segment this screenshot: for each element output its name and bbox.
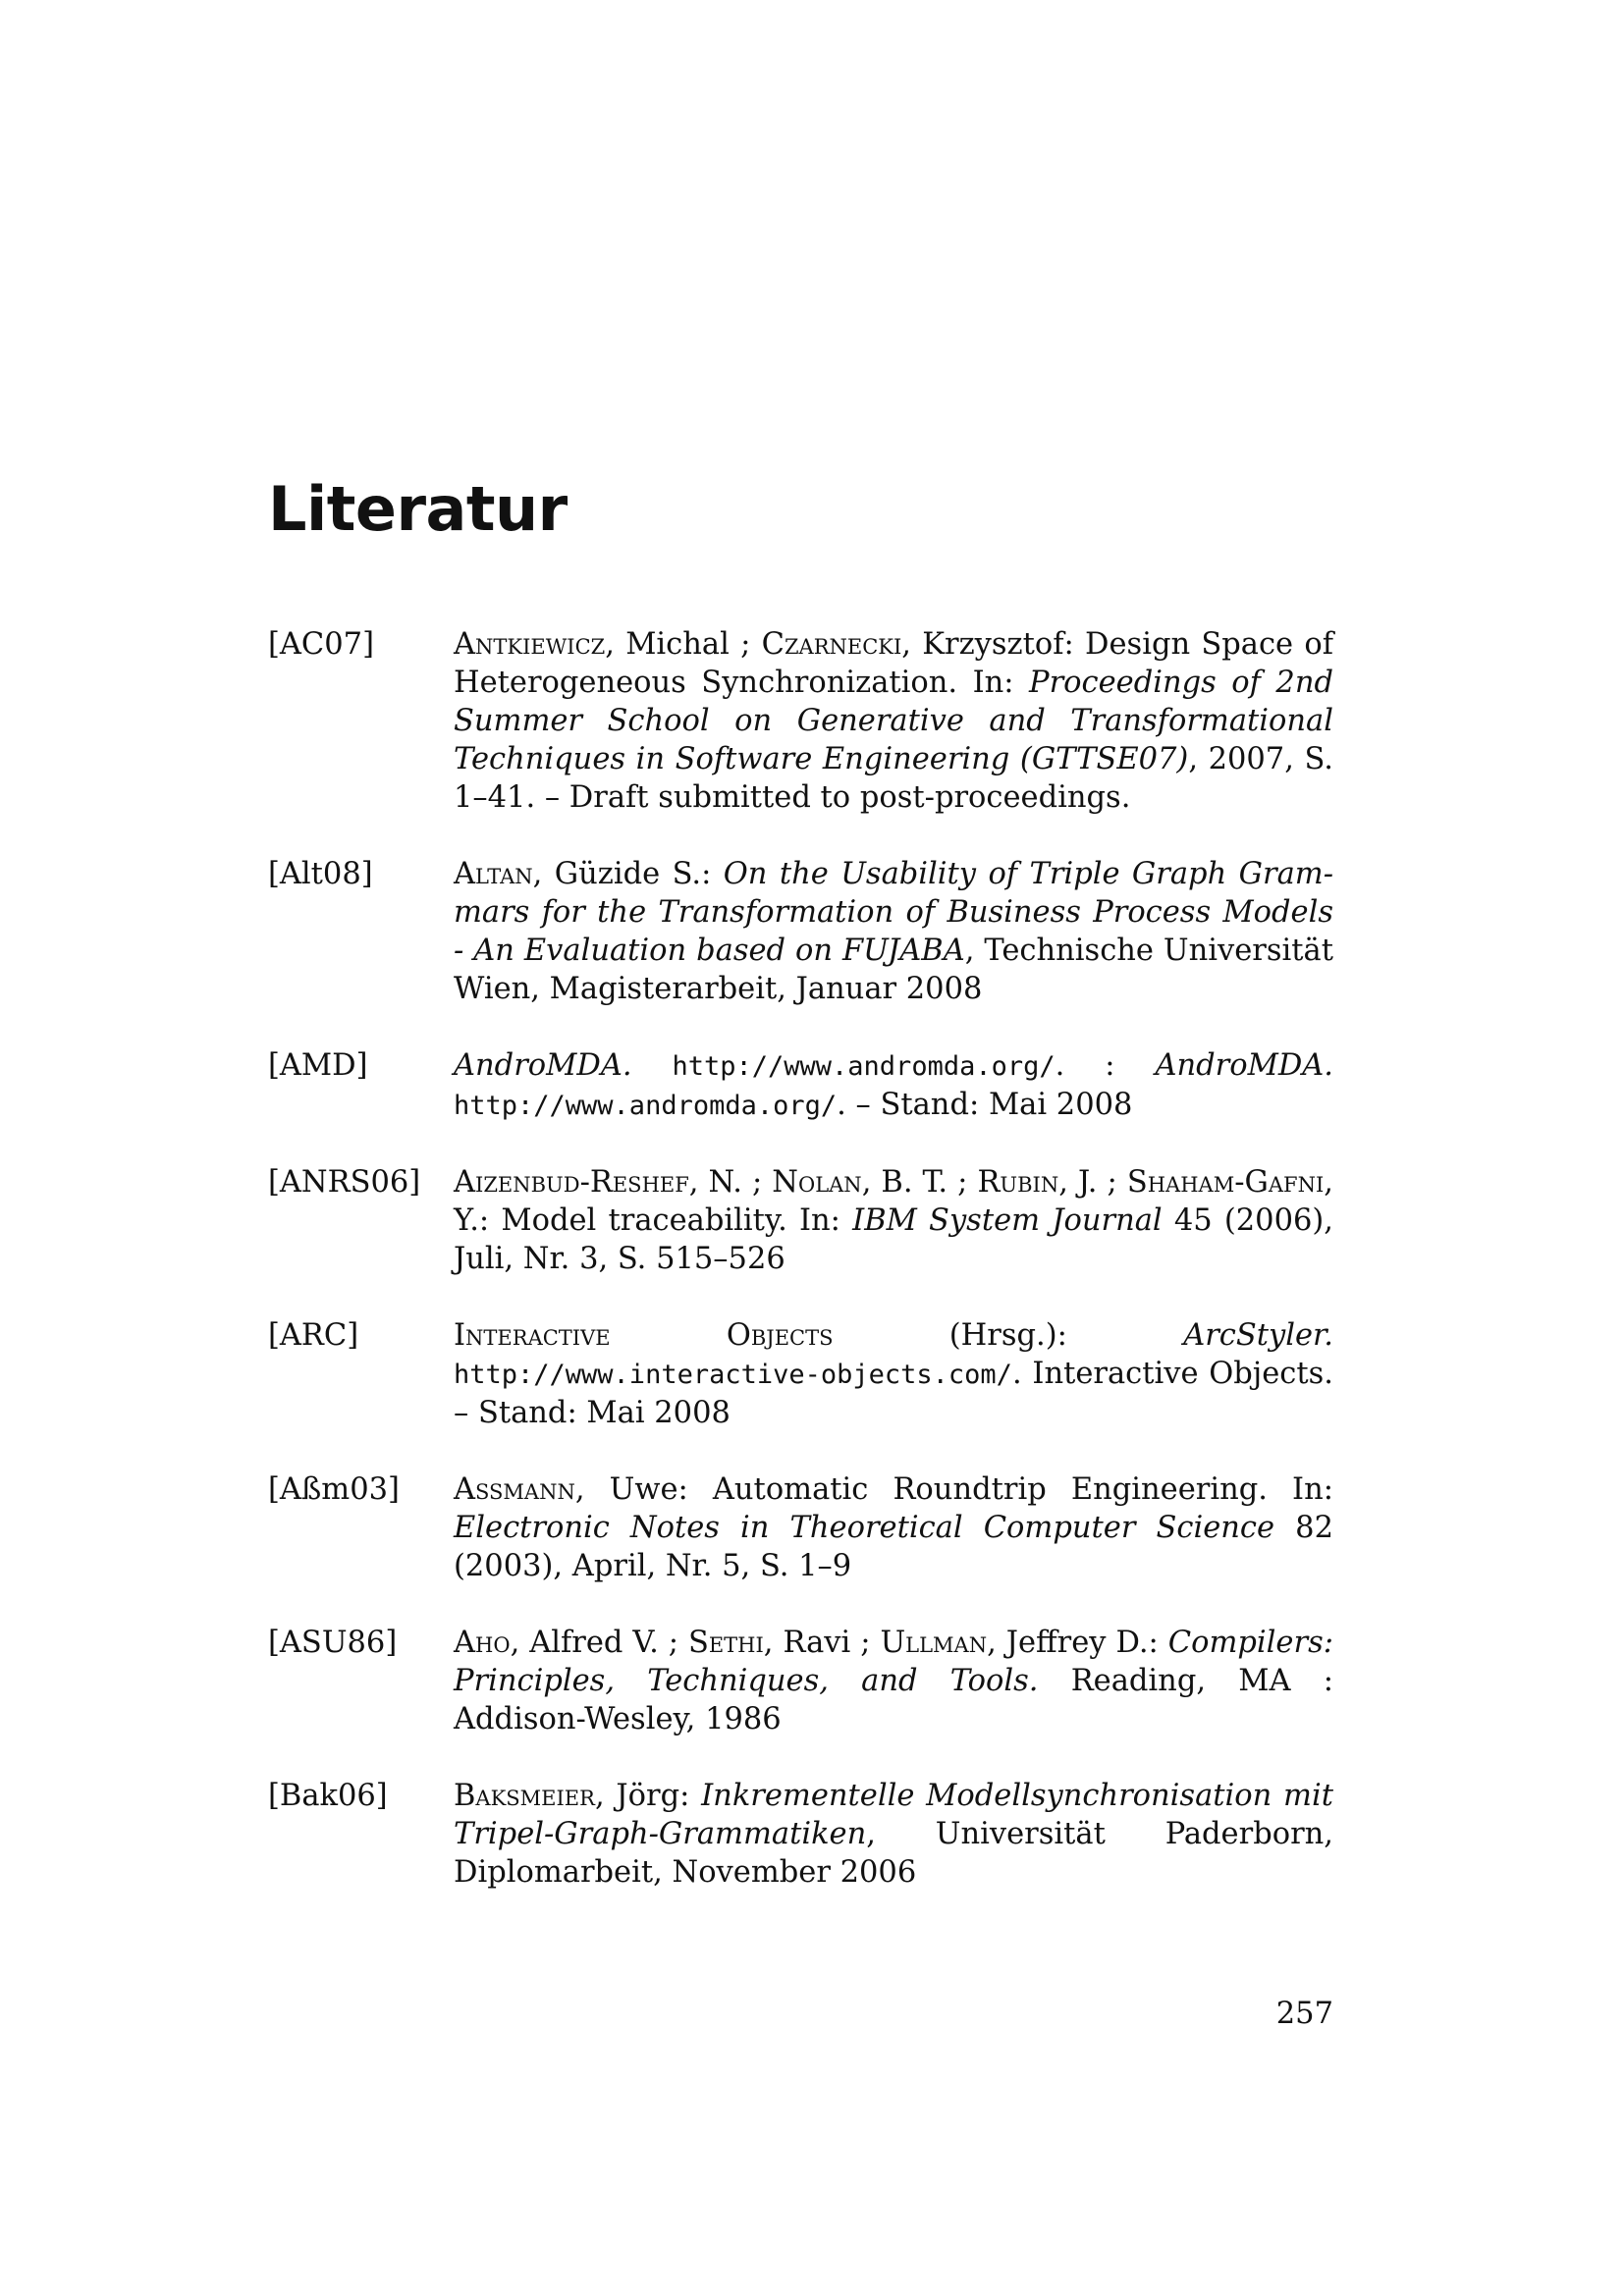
venue: Electronic Notes in Theoretical Computer Science [454, 1511, 1275, 1545]
venue: IBM System Journal [852, 1203, 1163, 1238]
author: Assmann [454, 1472, 575, 1507]
author-rest: , Krzysztof: [901, 627, 1086, 662]
title: Automatic Roundtrip Engineering. In: [712, 1472, 1333, 1507]
author-rest: , B. T. ; [861, 1165, 978, 1200]
author: Sethi [687, 1626, 764, 1660]
publication-details: , Universität Paderborn, Diplomarbeit, November 2006 [454, 1817, 1333, 1890]
author: Rubin [977, 1165, 1059, 1200]
page-title: Literatur [268, 473, 568, 545]
citation-key: [ARC] [268, 1318, 359, 1353]
title: Compilers: Principles, Techniques, and Tools. [454, 1626, 1333, 1698]
author: Aho [454, 1626, 511, 1660]
separator: . : [1055, 1048, 1156, 1083]
citation-text [454, 1163, 1333, 1278]
citation-key: [ASU86] [268, 1626, 398, 1660]
citation-text [454, 1316, 1333, 1432]
author: Nolan [772, 1165, 862, 1200]
publication-details: 45 (2006), Juli, Nr. 3, S. 515–526 [454, 1203, 1333, 1276]
title: On the Usability of Triple Graph Grammars for the Transformation of Business Process Models - An Evaluation based on FUJABA [454, 857, 1333, 968]
citation-text [454, 625, 1333, 817]
citation-text [454, 1470, 1333, 1585]
author-rest: , Uwe: [574, 1472, 713, 1507]
bib-entry-assm03 [268, 1470, 1333, 1585]
bib-entry-bak06 [268, 1777, 1333, 1892]
author-rest: (Hrsg.): [833, 1318, 1184, 1353]
citation-text [454, 1624, 1333, 1738]
bib-entry-arc [268, 1316, 1333, 1432]
publication-details: . – Stand: Mai 2008 [837, 1088, 1133, 1122]
publication-details: 82 (2003), April, Nr. 5, S. 1–9 [454, 1511, 1333, 1583]
url-link[interactable]: http://www.interactive-objects.com/ [454, 1360, 1012, 1390]
citation-text [454, 1046, 1333, 1125]
author: Ullman [880, 1626, 988, 1660]
bib-entry-asu86 [268, 1624, 1333, 1738]
citation-key: [AC07] [268, 627, 374, 662]
author: Antkiewicz [454, 627, 606, 662]
citation-text [454, 1777, 1333, 1892]
bib-entry-ac07 [268, 625, 1333, 817]
author-rest: , N. ; [688, 1165, 773, 1200]
publication-details: , 2007, S. 1–41. – Draft submitted to post-proceedings. [454, 742, 1334, 815]
author-rest: , Michal ; [605, 627, 762, 662]
title: AndroMDA. [1155, 1048, 1333, 1083]
author-rest: , Jeffrey D.: [987, 1626, 1168, 1660]
citation-key: [Bak06] [268, 1779, 388, 1813]
author: Interactive Objects [454, 1318, 834, 1353]
author-rest: , Y.: [454, 1165, 1333, 1238]
bibliography-list [268, 625, 1333, 1930]
author-rest: , Jörg: [594, 1779, 702, 1813]
author: Czarnecki [761, 627, 902, 662]
title: Model traceability. In: [501, 1203, 853, 1238]
url-link[interactable]: http://www.andromda.org/ [454, 1091, 838, 1121]
bib-entry-amd [268, 1046, 1333, 1125]
author: Altan [454, 857, 533, 891]
citation-key: [Aßm03] [268, 1472, 400, 1507]
citation-key: [Alt08] [268, 857, 373, 891]
bib-entry-alt08 [268, 855, 1333, 1008]
title: AndroMDA. [454, 1048, 632, 1083]
publication-details: . Interactive Objects. – Stand: Mai 2008 [454, 1357, 1333, 1430]
title: ArcStyler. [1183, 1318, 1333, 1353]
author-rest: , Ravi ; [763, 1626, 881, 1660]
venue: Proceedings of 2nd Summer School on Generative and Transformational Techniques in Software Engineering (GTTSE07) [454, 666, 1333, 776]
author-rest: , Güzide S.: [532, 857, 724, 891]
publication-details: , Technische Universität Wien, Magisterarbeit, Januar 2008 [454, 934, 1333, 1006]
author: Aizenbud-Reshef [454, 1165, 689, 1200]
title: Design Space of Heterogeneous Synchronization. In: [454, 627, 1333, 700]
page-number: 257 [1275, 1997, 1333, 2031]
bib-entry-anrs06 [268, 1163, 1333, 1278]
citation-key: [ANRS06] [268, 1165, 421, 1200]
author-rest: , J. ; [1058, 1165, 1127, 1200]
publication-details: Reading, MA : Addison-Wesley, 1986 [454, 1664, 1333, 1736]
url-link[interactable]: http://www.andromda.org/ [672, 1051, 1056, 1082]
author-rest: , Alfred V. ; [510, 1626, 688, 1660]
citation-text [454, 855, 1333, 1008]
author: Baksmeier [454, 1779, 595, 1813]
author: Shaham-Gafni [1126, 1165, 1325, 1200]
citation-key: [AMD] [268, 1048, 368, 1083]
title: Inkrementelle Modellsynchronisation mit Tripel-Graph-Grammatiken [454, 1779, 1333, 1851]
